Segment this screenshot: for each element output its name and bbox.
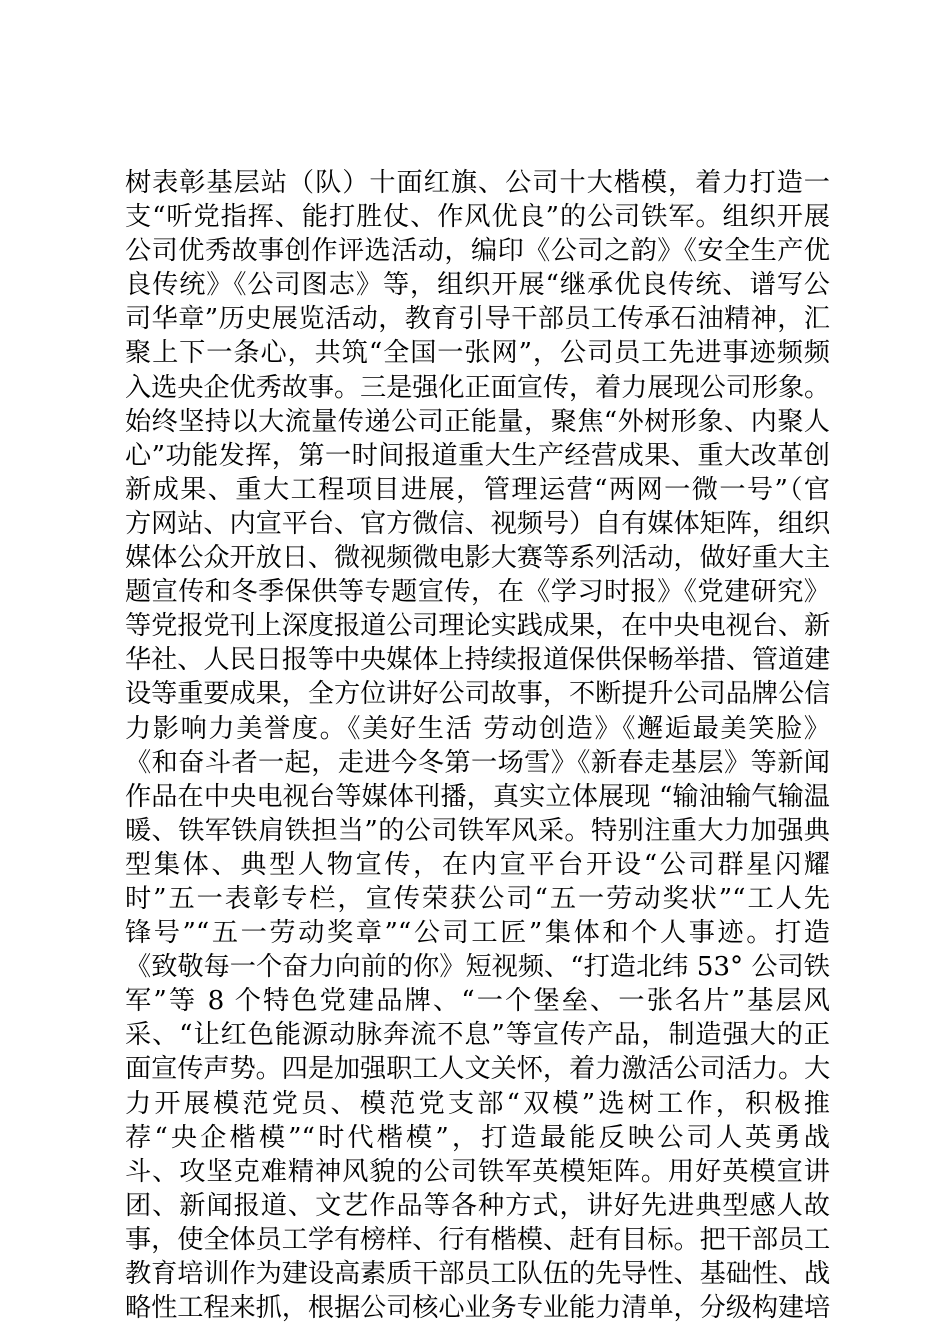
text-line: 团、新闻报道、文艺作品等各种方式，讲好先进典型感人故 bbox=[125, 1190, 830, 1221]
text-line: 作品在中央电视台等媒体刊播，真实立体展现 “输油输气输温 bbox=[125, 781, 830, 812]
text-line: 略性工程来抓，根据公司核心业务专业能力清单，分级构建培 bbox=[125, 1293, 830, 1324]
text-line: 《致敬每一个奋力向前的你》短视频、“打造北纬 53° 公司铁 bbox=[125, 952, 830, 983]
text-line: 教育培训作为建设高素质干部员工队伍的先导性、基础性、战 bbox=[125, 1259, 830, 1289]
text-line: 《和奋斗者一起，走进今冬第一场雪》《新春走基层》等新闻 bbox=[125, 747, 830, 778]
text-line: 军”等 8 个特色党建品牌、“一个堡垒、一张名片”基层风 bbox=[125, 986, 830, 1017]
text-line: 聚上下一条心，共筑“全国一张网”，公司员工先进事迹频频 bbox=[125, 338, 830, 369]
text-line: 斗、攻坚克难精神风貌的公司铁军英模矩阵。用好英模宣讲 bbox=[125, 1156, 830, 1187]
text-line: 力开展模范党员、模范党支部“双模”选树工作，积极推 bbox=[125, 1088, 830, 1119]
text-line: 媒体公众开放日、微视频微电影大赛等系列活动，做好重大主 bbox=[125, 543, 830, 574]
text-line: 司华章”历史展览活动，教育引导干部员工传承石油精神，汇 bbox=[125, 304, 830, 335]
text-line: 时”五一表彰专栏，宣传荣获公司“五一劳动奖状”“工人先 bbox=[125, 883, 830, 914]
text-line: 锋号”“五一劳动奖章”“公司工匠”集体和个人事迹。打造 bbox=[125, 918, 830, 949]
text-line: 设等重要成果，全方位讲好公司故事，不断提升公司品牌公信 bbox=[125, 679, 830, 710]
text-line: 入选央企优秀故事。三是强化正面宣传，着力展现公司形象。 bbox=[125, 372, 830, 403]
text-line: 良传统》《公司图志》等，组织开展“继承优良传统、谱写公 bbox=[125, 270, 830, 301]
text-line: 事，使全体员工学有榜样、行有楷模、赶有目标。把干部员工 bbox=[125, 1224, 830, 1255]
text-line: 等党报党刊上深度报道公司理论实践成果，在中央电视台、新 bbox=[125, 611, 830, 642]
text-line: 方网站、内宣平台、官方微信、视频号）自有媒体矩阵，组织 bbox=[125, 508, 830, 539]
text-line: 始终坚持以大流量传递公司正能量，聚焦“外树形象、内聚人 bbox=[125, 406, 830, 437]
text-line: 型集体、典型人物宣传，在内宣平台开设“公司群星闪耀 bbox=[125, 849, 830, 880]
text-line: 采、“让红色能源动脉奔流不息”等宣传产品，制造强大的正 bbox=[125, 1020, 830, 1051]
text-line: 树表彰基层站（队）十面红旗、公司十大楷模，着力打造一 bbox=[125, 168, 830, 198]
text-line: 面宣传声势。四是加强职工人文关怀，着力激活公司活力。大 bbox=[125, 1054, 830, 1085]
document-body-text bbox=[125, 166, 830, 1325]
text-line: 华社、人民日报等中央媒体上持续报道保供保畅举措、管道建 bbox=[125, 645, 830, 676]
text-line: 力影响力美誉度。《美好生活 劳动创造》《邂逅最美笑脸》 bbox=[125, 713, 830, 744]
text-line: 荐“央企楷模”“时代楷模”，打造最能反映公司人英勇战 bbox=[125, 1122, 830, 1153]
text-line: 心”功能发挥，第一时间报道重大生产经营成果、重大改革创 bbox=[125, 440, 830, 471]
text-line: 暖、铁军铁肩铁担当”的公司铁军风采。特别注重大力加强典 bbox=[125, 815, 830, 846]
text-line: 新成果、重大工程项目进展，管理运营“两网一微一号”（官 bbox=[125, 474, 830, 505]
text-line: 支“听党指挥、能打胜仗、作风优良”的公司铁军。组织开展 bbox=[125, 202, 830, 233]
text-line: 题宣传和冬季保供等专题宣传，在《学习时报》《党建研究》 bbox=[125, 577, 830, 608]
text-line: 公司优秀故事创作评选活动，编印《公司之韵》《安全生产优 bbox=[125, 236, 830, 267]
